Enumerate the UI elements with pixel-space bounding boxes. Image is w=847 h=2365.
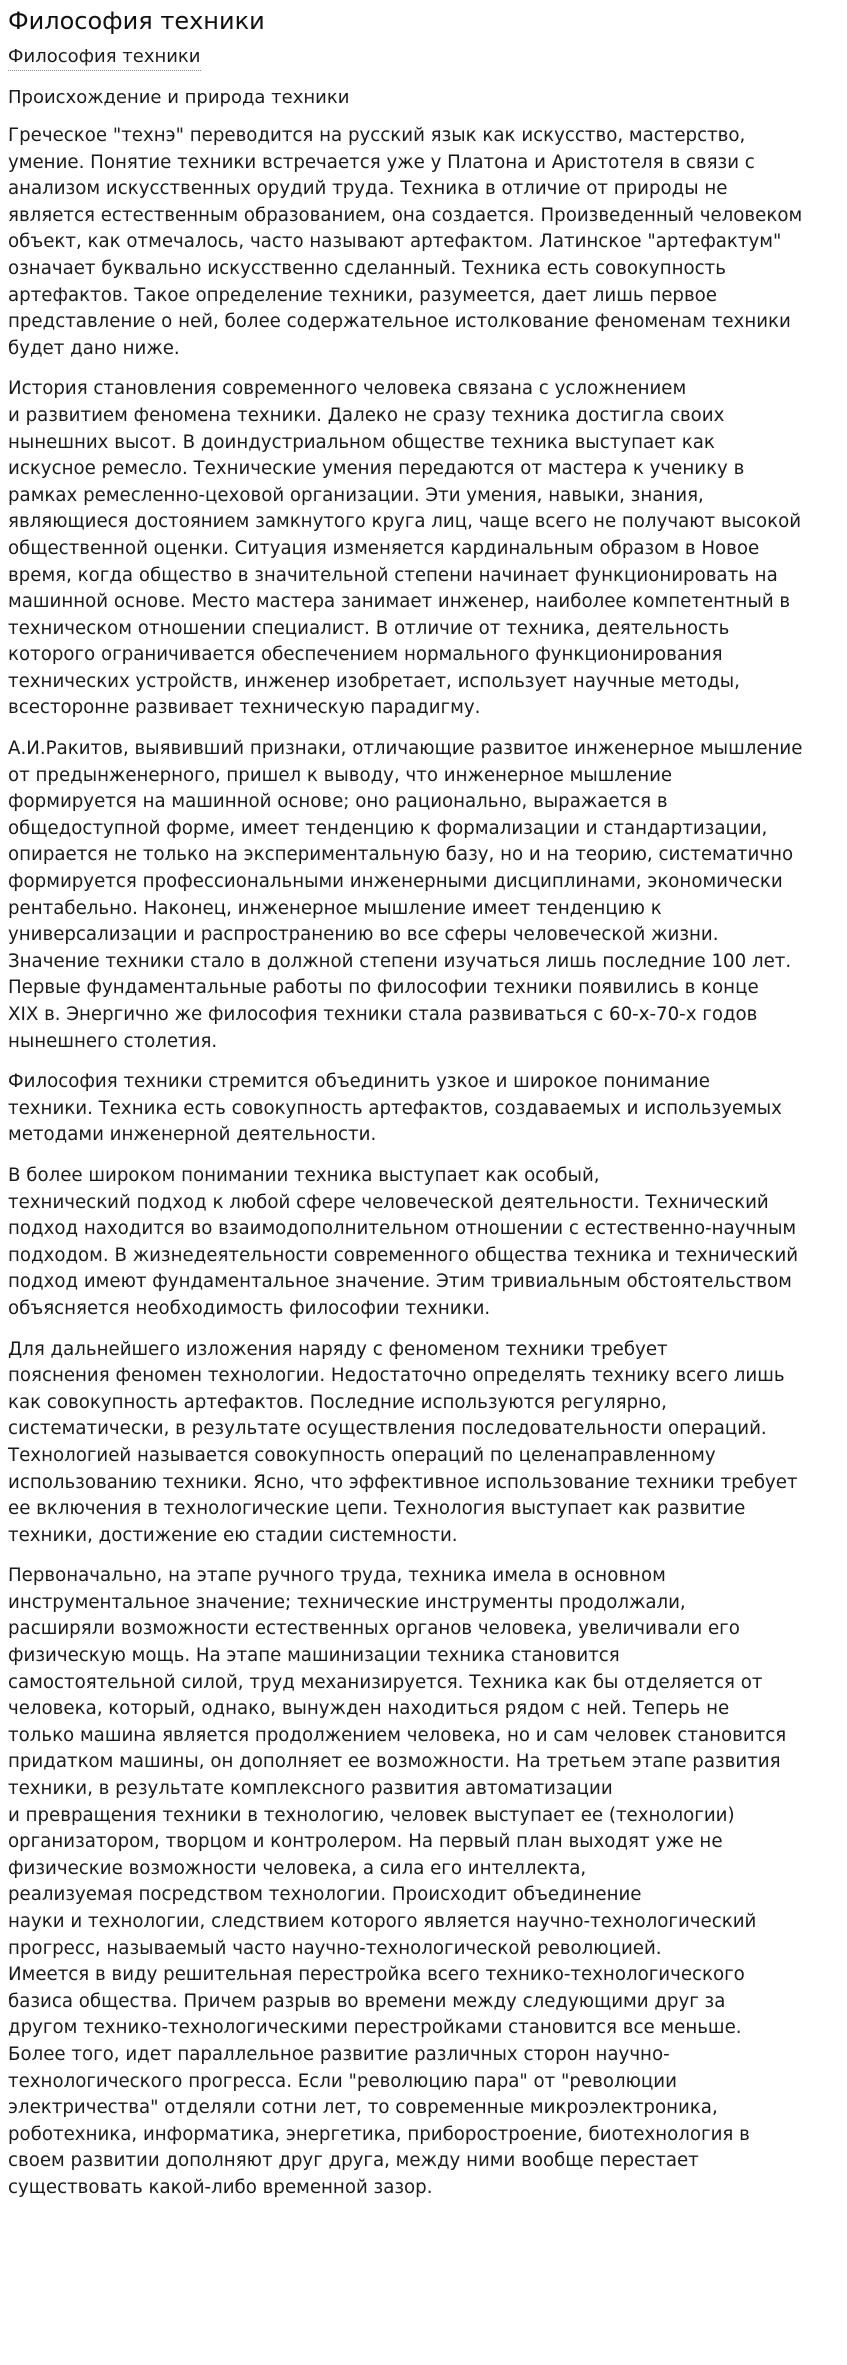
paragraph-2: История становления современного человека связана с усложнением и развитием феномена техники. Далеко не сразу техника достигла своих нынешних высот. В доиндустриальном обществе техника выступает как искусное ремесло. Технические умения передаются от мастера к ученику в рамках ремесленно-цеховой организации. Эти умения, навыки, знания, являющиеся достоянием замкнутого круга лиц, чаще всего не получают высокой общественной оценки. Ситуация изменяется кардинальным образом в Новое время, когда общество в значительной степени начинает функционировать на машинной основе. Место мастера занимает инженер, наиболее компетентный в техническом отношении специалист. В отличие от техника, деятельность которого ограничивается обеспечением нормального функционирования технических устройств, инженер изобретает, использует научные методы, всесторонне развивает техническую парадигму.: [8, 378, 802, 719]
section-heading: Происхождение и природа техники: [8, 87, 350, 108]
page-title: Философия техники: [8, 7, 265, 35]
paragraph-5: В более широком понимании техника выступает как особый, технический подход к любой сфере человеческой деятельности. Технический подход находится во взаимодополнительном отношении с естественно-научным подходом. В жизнедеятельности современного общества техника и технический подход имеют фундаментальное значение. Этим тривиальным обстоятельством объясняется необходимость философии техники.: [8, 1164, 799, 1319]
paragraph-6: Для дальнейшего изложения наряду с феноменом техники требует пояснения феномен технологии. Недостаточно определять технику всего лишь как совокупность артефактов. Последние используются регулярно, систематически, в результате осуществления последовательности операций. Технологией называется совокупность операций по целенаправленному использованию техники. Ясно, что эффективное использование техники требует ее включения в технологические цепи. Технология выступает как развитие техники, достижение ею стадии системности.: [8, 1338, 798, 1546]
paragraph-3: А.И.Ракитов, выявивший признаки, отличающие развитое инженерное мышление от предынженерного, пришел к выводу, что инженерное мышление формируется на машинной основе; оно рационально, выражается в общедоступной форме, имеет тенденцию к формализации и стандартизации, опирается не только на экспериментальную базу, но и на теорию, систематично формируется профессиональными инженерными дисциплинами, экономически рентабельно. Наконец, инженерное мышление имеет тенденцию к универсализации и распространению во все сферы человеческой жизни. Значение техники стало в должной степени изучаться лишь последние 100 лет. Первые фундаментальные работы по философии техники появились в конце XIX в. Энергично же философия техники стала развиваться с 60-х-70-х годов нынешнего столетия.: [8, 738, 803, 1052]
document-subtitle-link[interactable]: Философия техники: [8, 44, 201, 71]
paragraph-7: Первоначально, на этапе ручного труда, техника имела в основном инструментальное значение; технические инструменты продолжали, расширяли возможности естественных органов человека, увеличивали его физическую мощь. На этапе машинизации техника становится самостоятельной силой, труд механизируется. Техника как бы отделяется от человека, который, однако, вынужден находиться рядом с ней. Теперь не только машина является продолжением человека, но и сам человек становится придатком машины, он дополняет ее возможности. На третьем этапе развития техники, в результате комплексного развития автоматизации и превращения техники в технологию, человек выступает ее (технологии) организатором, творцом и контролером. На первый план выходят уже не физические возможности человека, а сила его интеллекта, реализуемая посредством технологии. Происходит объединение науки и технологии, следствием которого является научно-технологический прогресс, называемый часто научно-технологической революцией. Имеется в виду решительная перестройка всего технико-технологического базиса общества. Причем разрыв во времени между следующими друг за другом технико-технологическими перестройками становится все меньше. Более того, идет параллельное развитие различных сторон научно- технологического прогресса. Если "революцию пара" от "революции электричества" отделяли сотни лет, то современные микроэлектроника, роботехника, информатика, энергетика, приборостроение, биотехнология в своем развитии дополняют друг друга, между ними вообще перестает существовать какой-либо временной зазор.: [8, 1565, 787, 2198]
paragraph-4: Философия техники стремится объединить узкое и широкое понимание техники. Техника есть совокупность артефактов, создаваемых и используемых методами инженерной деятельности.: [8, 1071, 782, 1146]
paragraph-1: Греческое "технэ" переводится на русский язык как искусство, мастерство, умение. Понятие техники встречается уже у Платона и Аристотеля в связи с анализом искусственных орудий труда. Техника в отличие от природы не является естественным образованием, она создается. Произведенный человеком объект, как отмечалось, часто называют артефактом. Латинское "артефактум" означает буквально искусственно сделанный. Техника есть совокупность артефактов. Такое определение техники, разумеется, дает лишь первое представление о ней, более содержательное истолкование феноменам техники будет дано ниже.: [8, 125, 803, 359]
